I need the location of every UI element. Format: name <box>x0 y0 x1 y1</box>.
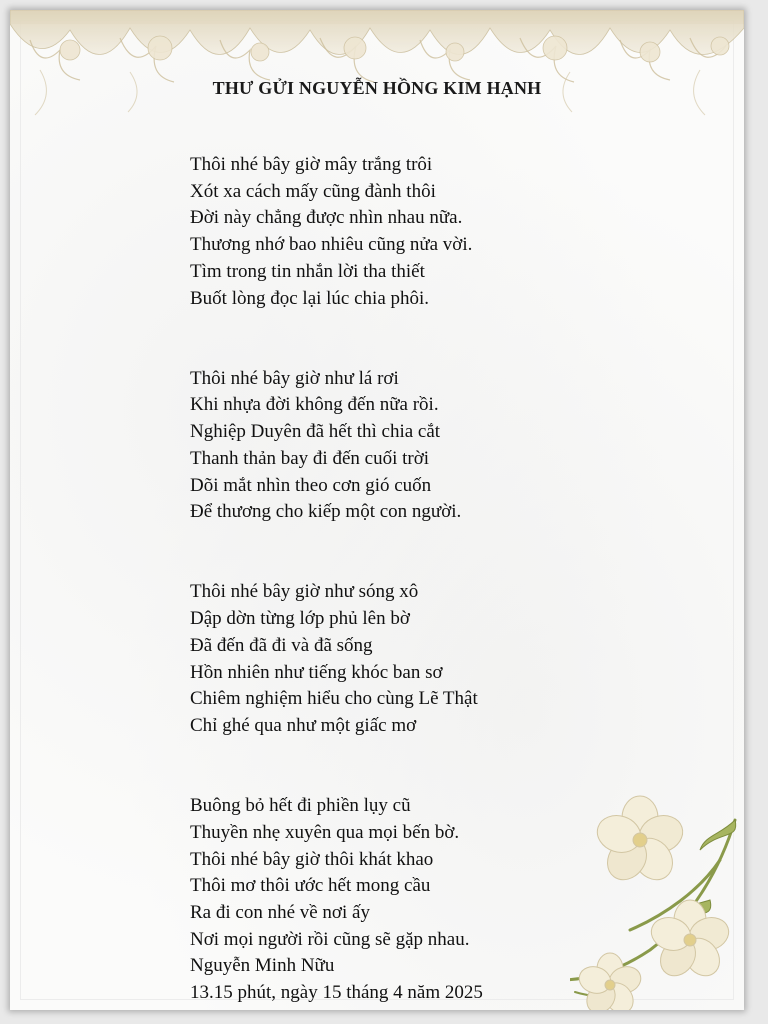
poem-line: Đã đến đã đi và đã sống <box>190 634 373 656</box>
poem-line: Buốt lòng đọc lại lúc chia phôi. <box>190 287 430 309</box>
stanza-1 <box>190 152 483 312</box>
poem-line: Đời này chẳng được nhìn nhau nữa. <box>190 207 463 229</box>
poem-line: Chiêm nghiệm hiểu cho cùng Lẽ Thật <box>190 688 478 710</box>
poem-line: Nghiệp Duyên đã hết thì chia cắt <box>190 421 441 443</box>
poem-line: Thanh thản bay đi đến cuối trời <box>190 447 430 469</box>
stanza-2 <box>190 366 483 526</box>
poem-line: Khi nhựa đời không đến nữa rồi. <box>190 394 439 416</box>
poem-line: Thôi nhé bây giờ như lá rơi <box>190 367 399 389</box>
poem-line: Tìm trong tin nhắn lời tha thiết <box>190 260 425 282</box>
stanza-4 <box>190 793 483 1007</box>
poem-body <box>190 152 483 1007</box>
poem-line: Thôi mơ thôi ước hết mong cầu <box>190 875 431 897</box>
poem-line: Thuyền nhẹ xuyên qua mọi bến bờ. <box>190 821 460 843</box>
poem-line: Thương nhớ bao nhiêu cũng nửa vời. <box>190 234 473 256</box>
poem-line: Thôi nhé bây giờ mây trắng trôi <box>190 154 433 175</box>
stanza-3 <box>190 579 483 739</box>
author-name: Nguyễn Minh Nữu <box>190 955 335 977</box>
poem-title: THƯ GỬI NGUYỄN HỒNG KIM HẠNH <box>212 78 542 98</box>
poem-line: Thôi nhé bây giờ thôi khát khao <box>190 848 434 870</box>
poem-line: Buông bỏ hết đi phiền lụy cũ <box>190 795 411 817</box>
poem-line: Dập dờn từng lớp phủ lên bờ <box>190 608 410 630</box>
poem-line: Dõi mắt nhìn theo cơn gió cuốn <box>190 474 432 496</box>
poem-line: Nơi mọi người rồi cũng sẽ gặp nhau. <box>190 928 470 950</box>
poem-line: Để thương cho kiếp một con người. <box>190 501 462 523</box>
lace-ornament-border <box>10 10 744 120</box>
poem-line: Chỉ ghé qua như một giấc mơ <box>190 714 417 736</box>
poem-line: Ra đi con nhé về nơi ấy <box>190 901 370 923</box>
poem-line: Hồn nhiên như tiếng khóc ban sơ <box>190 661 443 683</box>
poem-line: Thôi nhé bây giờ như sóng xô <box>190 581 419 603</box>
poem-date: 13.15 phút, ngày 15 tháng 4 năm 2025 <box>190 982 483 1004</box>
white-flower-bouquet <box>570 780 744 1010</box>
document-page <box>10 10 744 1010</box>
poem-line: Xót xa cách mấy cũng đành thôi <box>190 180 436 202</box>
